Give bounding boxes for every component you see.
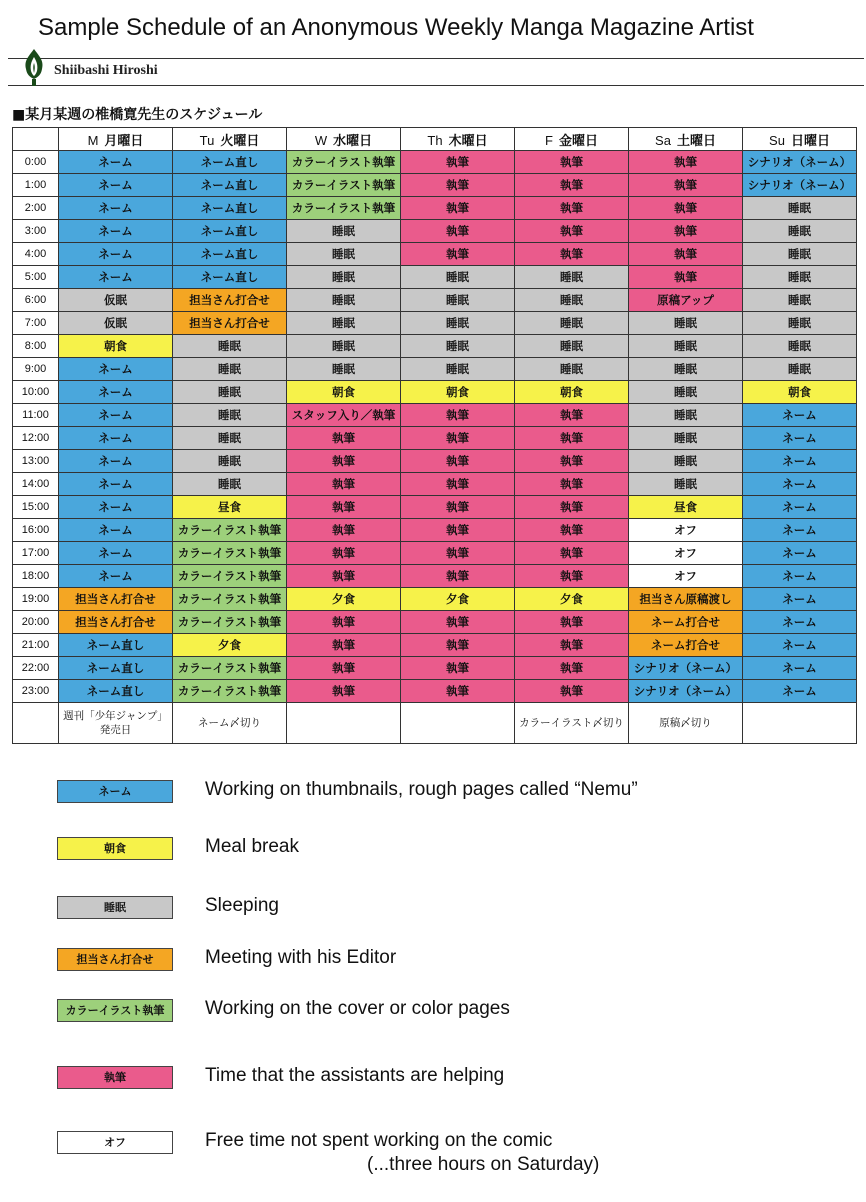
schedule-cell: 昼食 — [173, 496, 287, 519]
day-header — [287, 128, 401, 151]
schedule-cell: 執筆 — [287, 634, 401, 657]
schedule-cell: 睡眠 — [173, 404, 287, 427]
author-name: Shiibashi Hiroshi — [54, 63, 158, 78]
schedule-cell: ネーム — [59, 473, 173, 496]
legend-description-line: Working on thumbnails, rough pages called “Nemu” — [205, 779, 638, 800]
legend-description — [205, 894, 279, 918]
schedule-row — [13, 450, 857, 473]
schedule-row — [13, 197, 857, 220]
schedule-cell: 昼食 — [629, 496, 743, 519]
schedule-cell: 夕食 — [173, 634, 287, 657]
schedule-row — [13, 542, 857, 565]
day-header-en: F — [545, 132, 553, 148]
time-cell: 7:00 — [13, 312, 59, 335]
day-header-en: Tu — [199, 132, 215, 148]
time-cell: 20:00 — [13, 611, 59, 634]
schedule-cell: 執筆 — [401, 450, 515, 473]
schedule-cell: 睡眠 — [515, 312, 629, 335]
schedule-cell: 執筆 — [287, 519, 401, 542]
deadline-note: 原稿〆切り — [629, 703, 743, 744]
schedule-cell: 睡眠 — [287, 358, 401, 381]
schedule-cell: ネーム — [743, 404, 857, 427]
legend-description-line: Free time not spent working on the comic — [205, 1130, 553, 1151]
legend-description — [205, 835, 299, 859]
time-cell: 23:00 — [13, 680, 59, 703]
time-cell: 12:00 — [13, 427, 59, 450]
deadline-note: 週刊「少年ジャンプ」発売日 — [59, 703, 173, 744]
time-cell: 3:00 — [13, 220, 59, 243]
schedule-cell: 執筆 — [287, 611, 401, 634]
legend-description-line: Meal break — [205, 836, 299, 857]
legend-description — [205, 997, 510, 1021]
schedule-cell: 執筆 — [401, 473, 515, 496]
day-header-en: M — [87, 132, 99, 148]
schedule-cell: ネーム — [59, 542, 173, 565]
schedule-cell: 執筆 — [515, 496, 629, 519]
time-cell: 5:00 — [13, 266, 59, 289]
schedule-cell: 執筆 — [629, 174, 743, 197]
schedule-cell: 睡眠 — [173, 427, 287, 450]
schedule-cell: カラーイラスト執筆 — [173, 519, 287, 542]
schedule-cell: オフ — [629, 519, 743, 542]
schedule-cell: 朝食 — [59, 335, 173, 358]
schedule-heading: ■某月某週の椎橋寛先生のスケジュール — [12, 107, 263, 123]
schedule-row — [13, 588, 857, 611]
schedule-cell: ネーム — [743, 427, 857, 450]
schedule-cell: ネーム — [743, 473, 857, 496]
schedule-cell: 執筆 — [515, 634, 629, 657]
schedule-cell: ネーム — [59, 381, 173, 404]
schedule-cell: 睡眠 — [287, 220, 401, 243]
schedule-row — [13, 634, 857, 657]
schedule-cell: カラーイラスト執筆 — [173, 611, 287, 634]
schedule-cell: ネーム直し — [59, 680, 173, 703]
schedule-cell: 執筆 — [401, 680, 515, 703]
header-row — [13, 128, 857, 151]
schedule-cell: カラーイラスト執筆 — [287, 197, 401, 220]
schedule-cell: 執筆 — [515, 450, 629, 473]
schedule-cell: 朝食 — [515, 381, 629, 404]
schedule-cell: カラーイラスト執筆 — [287, 174, 401, 197]
schedule-row — [13, 427, 857, 450]
legend-item — [57, 999, 866, 1039]
flame-logo-icon — [20, 47, 48, 87]
schedule-cell: カラーイラスト執筆 — [173, 657, 287, 680]
schedule-cell: 睡眠 — [173, 450, 287, 473]
legend-description — [205, 1064, 504, 1088]
schedule-cell: 執筆 — [515, 220, 629, 243]
schedule-cell: 睡眠 — [629, 450, 743, 473]
day-header-jp: 月曜日 — [104, 133, 144, 149]
schedule-cell: 執筆 — [401, 427, 515, 450]
schedule-cell: 睡眠 — [743, 289, 857, 312]
schedule-row — [13, 519, 857, 542]
schedule-cell: 執筆 — [515, 404, 629, 427]
schedule-cell: 睡眠 — [401, 335, 515, 358]
day-header — [401, 128, 515, 151]
schedule-cell: 睡眠 — [401, 358, 515, 381]
schedule-row — [13, 358, 857, 381]
legend-item — [57, 948, 866, 988]
day-header-jp: 土曜日 — [676, 133, 716, 149]
schedule-cell: 睡眠 — [743, 266, 857, 289]
day-header-en: Th — [427, 132, 443, 148]
time-cell: 19:00 — [13, 588, 59, 611]
notes-corner — [13, 703, 59, 744]
schedule-cell: 睡眠 — [743, 358, 857, 381]
day-header-jp: 金曜日 — [558, 133, 598, 149]
schedule-cell: 睡眠 — [173, 473, 287, 496]
day-header-en: Su — [769, 132, 785, 148]
schedule-cell: 睡眠 — [629, 312, 743, 335]
time-cell: 1:00 — [13, 174, 59, 197]
schedule-cell: ネーム — [743, 542, 857, 565]
header-corner — [13, 128, 59, 151]
schedule-cell: 執筆 — [515, 611, 629, 634]
time-cell: 16:00 — [13, 519, 59, 542]
schedule-cell: 執筆 — [629, 243, 743, 266]
schedule-cell: 執筆 — [515, 473, 629, 496]
schedule-cell: カラーイラスト執筆 — [173, 680, 287, 703]
legend-swatch: オフ — [57, 1131, 173, 1154]
schedule-row — [13, 565, 857, 588]
time-cell: 13:00 — [13, 450, 59, 473]
schedule-cell: ネーム直し — [59, 657, 173, 680]
schedule-cell: 執筆 — [401, 197, 515, 220]
schedule-cell: 睡眠 — [287, 335, 401, 358]
schedule-cell: 睡眠 — [173, 358, 287, 381]
schedule-cell: 睡眠 — [743, 312, 857, 335]
schedule-cell: 担当さん打合せ — [173, 289, 287, 312]
schedule-cell: 執筆 — [401, 404, 515, 427]
schedule-cell: 睡眠 — [515, 358, 629, 381]
schedule-row — [13, 289, 857, 312]
schedule-cell: 執筆 — [515, 151, 629, 174]
deadline-note — [287, 703, 401, 744]
legend-description — [205, 778, 638, 802]
schedule-cell: ネーム — [59, 174, 173, 197]
schedule-cell: シナリオ（ネーム） — [743, 174, 857, 197]
time-cell: 17:00 — [13, 542, 59, 565]
schedule-cell: 睡眠 — [629, 381, 743, 404]
schedule-cell: ネーム直し — [173, 151, 287, 174]
schedule-cell: ネーム — [59, 197, 173, 220]
schedule-cell: 執筆 — [287, 427, 401, 450]
legend-description-line: Sleeping — [205, 895, 279, 916]
schedule-cell: ネーム — [743, 565, 857, 588]
schedule-cell: カラーイラスト執筆 — [173, 565, 287, 588]
schedule-cell: 執筆 — [515, 174, 629, 197]
schedule-row — [13, 243, 857, 266]
schedule-cell: ネーム — [59, 243, 173, 266]
schedule-cell: シナリオ（ネーム） — [629, 680, 743, 703]
schedule-cell: 担当さん打合せ — [173, 312, 287, 335]
author-bar — [8, 58, 864, 86]
time-cell: 4:00 — [13, 243, 59, 266]
schedule-cell: 執筆 — [287, 565, 401, 588]
schedule-cell: 夕食 — [515, 588, 629, 611]
schedule-cell: ネーム — [59, 496, 173, 519]
schedule-cell: 睡眠 — [401, 312, 515, 335]
schedule-cell: 朝食 — [743, 381, 857, 404]
schedule-cell: 睡眠 — [515, 289, 629, 312]
schedule-cell: ネーム — [743, 519, 857, 542]
schedule-cell: 睡眠 — [173, 381, 287, 404]
schedule-cell: ネーム直し — [173, 266, 287, 289]
schedule-cell: 執筆 — [515, 519, 629, 542]
schedule-cell: 執筆 — [629, 197, 743, 220]
schedule-row — [13, 335, 857, 358]
schedule-cell: 執筆 — [401, 496, 515, 519]
schedule-cell: 執筆 — [401, 519, 515, 542]
schedule-row — [13, 680, 857, 703]
time-cell: 9:00 — [13, 358, 59, 381]
schedule-cell: ネーム — [743, 450, 857, 473]
legend-swatch: カラーイラスト執筆 — [57, 999, 173, 1022]
time-cell: 6:00 — [13, 289, 59, 312]
schedule-cell: 執筆 — [515, 542, 629, 565]
schedule-cell: カラーイラスト執筆 — [287, 151, 401, 174]
schedule-cell: 執筆 — [401, 151, 515, 174]
time-cell: 22:00 — [13, 657, 59, 680]
schedule-row — [13, 151, 857, 174]
schedule-cell: 執筆 — [515, 427, 629, 450]
schedule-cell: 睡眠 — [629, 404, 743, 427]
schedule-cell: ネーム直し — [173, 220, 287, 243]
schedule-cell: 執筆 — [287, 473, 401, 496]
schedule-cell: ネーム — [59, 266, 173, 289]
schedule-cell: ネーム — [59, 565, 173, 588]
schedule-cell: 睡眠 — [287, 289, 401, 312]
schedule-cell: ネーム直し — [59, 634, 173, 657]
schedule-cell: 睡眠 — [743, 335, 857, 358]
schedule-cell: 執筆 — [401, 174, 515, 197]
schedule-cell: カラーイラスト執筆 — [173, 542, 287, 565]
schedule-cell: 睡眠 — [401, 266, 515, 289]
schedule-cell: スタッフ入り／執筆 — [287, 404, 401, 427]
schedule-cell: ネーム — [743, 657, 857, 680]
schedule-cell: 執筆 — [287, 450, 401, 473]
page-title: Sample Schedule of an Anonymous Weekly Manga Magazine Artist — [38, 14, 754, 41]
legend-description-line: Meeting with his Editor — [205, 947, 397, 968]
day-header-jp: 日曜日 — [790, 133, 830, 149]
schedule-cell: 睡眠 — [515, 266, 629, 289]
legend-item — [57, 896, 866, 936]
schedule-cell: ネーム — [59, 151, 173, 174]
schedule-cell: ネーム — [743, 588, 857, 611]
schedule-table — [12, 127, 857, 744]
schedule-cell: ネーム — [743, 611, 857, 634]
schedule-cell: 睡眠 — [287, 312, 401, 335]
legend-description — [205, 1129, 599, 1177]
schedule-cell: ネーム打合せ — [629, 634, 743, 657]
schedule-cell: 睡眠 — [629, 427, 743, 450]
schedule-cell: 執筆 — [401, 565, 515, 588]
schedule-cell: 仮眠 — [59, 289, 173, 312]
time-cell: 14:00 — [13, 473, 59, 496]
schedule-cell: 執筆 — [629, 220, 743, 243]
schedule-cell: 執筆 — [287, 657, 401, 680]
schedule-row — [13, 496, 857, 519]
schedule-cell: 夕食 — [401, 588, 515, 611]
schedule-cell: 睡眠 — [629, 358, 743, 381]
schedule-cell: 担当さん原稿渡し — [629, 588, 743, 611]
schedule-cell: 睡眠 — [401, 289, 515, 312]
time-cell: 2:00 — [13, 197, 59, 220]
time-cell: 15:00 — [13, 496, 59, 519]
legend-description — [205, 946, 396, 970]
schedule-cell: 睡眠 — [287, 243, 401, 266]
schedule-cell: 執筆 — [629, 266, 743, 289]
schedule-cell: 執筆 — [515, 657, 629, 680]
schedule-cell: ネーム — [743, 496, 857, 519]
schedule-cell: 睡眠 — [629, 335, 743, 358]
schedule-row — [13, 312, 857, 335]
legend-swatch: ネーム — [57, 780, 173, 803]
schedule-cell: シナリオ（ネーム） — [743, 151, 857, 174]
day-header-jp: 木曜日 — [448, 133, 488, 149]
schedule-cell: ネーム — [743, 634, 857, 657]
schedule-cell: ネーム — [59, 427, 173, 450]
day-header — [629, 128, 743, 151]
time-cell: 10:00 — [13, 381, 59, 404]
schedule-cell: ネーム — [59, 519, 173, 542]
schedule-cell: 睡眠 — [287, 266, 401, 289]
legend-swatch: 睡眠 — [57, 896, 173, 919]
schedule-cell: ネーム直し — [173, 174, 287, 197]
schedule-row — [13, 611, 857, 634]
schedule-cell: 睡眠 — [629, 473, 743, 496]
notes-row — [13, 703, 857, 744]
deadline-note — [743, 703, 857, 744]
day-header — [515, 128, 629, 151]
day-header-en: W — [314, 132, 328, 148]
legend-item — [57, 1066, 866, 1106]
schedule-cell: ネーム — [59, 450, 173, 473]
schedule-cell: ネーム — [59, 404, 173, 427]
legend-item — [57, 780, 866, 820]
schedule-cell: 執筆 — [401, 243, 515, 266]
day-header-jp: 火曜日 — [220, 133, 260, 149]
deadline-note: ネーム〆切り — [173, 703, 287, 744]
schedule-row — [13, 657, 857, 680]
day-header-jp: 水曜日 — [333, 133, 373, 149]
schedule-cell: 執筆 — [401, 634, 515, 657]
day-header — [173, 128, 287, 151]
schedule-cell: オフ — [629, 565, 743, 588]
schedule-cell: 担当さん打合せ — [59, 611, 173, 634]
schedule-cell: 執筆 — [287, 542, 401, 565]
schedule-cell: 執筆 — [401, 220, 515, 243]
schedule-cell: 睡眠 — [743, 243, 857, 266]
schedule-cell: 執筆 — [401, 611, 515, 634]
legend-description-line2: (...three hours on Saturday) — [367, 1154, 600, 1175]
schedule-cell: ネーム — [743, 680, 857, 703]
schedule-row — [13, 404, 857, 427]
time-cell: 11:00 — [13, 404, 59, 427]
schedule-cell: 朝食 — [401, 381, 515, 404]
schedule-cell: ネーム打合せ — [629, 611, 743, 634]
schedule-cell: 夕食 — [287, 588, 401, 611]
schedule-cell: 睡眠 — [173, 335, 287, 358]
schedule-cell: 執筆 — [515, 197, 629, 220]
schedule-cell: 執筆 — [401, 542, 515, 565]
schedule-cell: 執筆 — [401, 657, 515, 680]
legend-item — [57, 1130, 866, 1175]
schedule-cell: オフ — [629, 542, 743, 565]
day-header-en: Sa — [655, 132, 671, 148]
schedule-cell: 睡眠 — [743, 197, 857, 220]
schedule-cell: 朝食 — [287, 381, 401, 404]
schedule-row — [13, 220, 857, 243]
time-cell: 18:00 — [13, 565, 59, 588]
schedule-cell: 睡眠 — [743, 220, 857, 243]
schedule-row — [13, 473, 857, 496]
schedule-cell: ネーム直し — [173, 243, 287, 266]
schedule-cell: シナリオ（ネーム） — [629, 657, 743, 680]
schedule-cell: 執筆 — [629, 151, 743, 174]
day-header — [59, 128, 173, 151]
schedule-body — [13, 151, 857, 744]
schedule-cell: ネーム — [59, 358, 173, 381]
schedule-cell: 睡眠 — [515, 335, 629, 358]
time-cell: 8:00 — [13, 335, 59, 358]
schedule-cell: 原稿アップ — [629, 289, 743, 312]
legend-swatch: 担当さん打合せ — [57, 948, 173, 971]
schedule-row — [13, 266, 857, 289]
legend-description-line: Working on the cover or color pages — [205, 998, 510, 1019]
schedule-cell: 執筆 — [515, 243, 629, 266]
time-cell: 0:00 — [13, 151, 59, 174]
legend-description-line: Time that the assistants are helping — [205, 1065, 505, 1086]
schedule-row — [13, 381, 857, 404]
day-header — [743, 128, 857, 151]
time-cell: 21:00 — [13, 634, 59, 657]
schedule-cell: 執筆 — [287, 680, 401, 703]
schedule-cell: 仮眠 — [59, 312, 173, 335]
deadline-note — [401, 703, 515, 744]
schedule-cell: ネーム — [59, 220, 173, 243]
legend-swatch: 執筆 — [57, 1066, 173, 1089]
schedule-cell: ネーム直し — [173, 197, 287, 220]
deadline-note: カラーイラスト〆切り — [515, 703, 629, 744]
legend-swatch: 朝食 — [57, 837, 173, 860]
schedule-cell: 執筆 — [515, 565, 629, 588]
legend-item — [57, 837, 866, 877]
schedule-cell: 執筆 — [515, 680, 629, 703]
schedule-row — [13, 174, 857, 197]
schedule-cell: カラーイラスト執筆 — [173, 588, 287, 611]
schedule-cell: 執筆 — [287, 496, 401, 519]
schedule-cell: 担当さん打合せ — [59, 588, 173, 611]
